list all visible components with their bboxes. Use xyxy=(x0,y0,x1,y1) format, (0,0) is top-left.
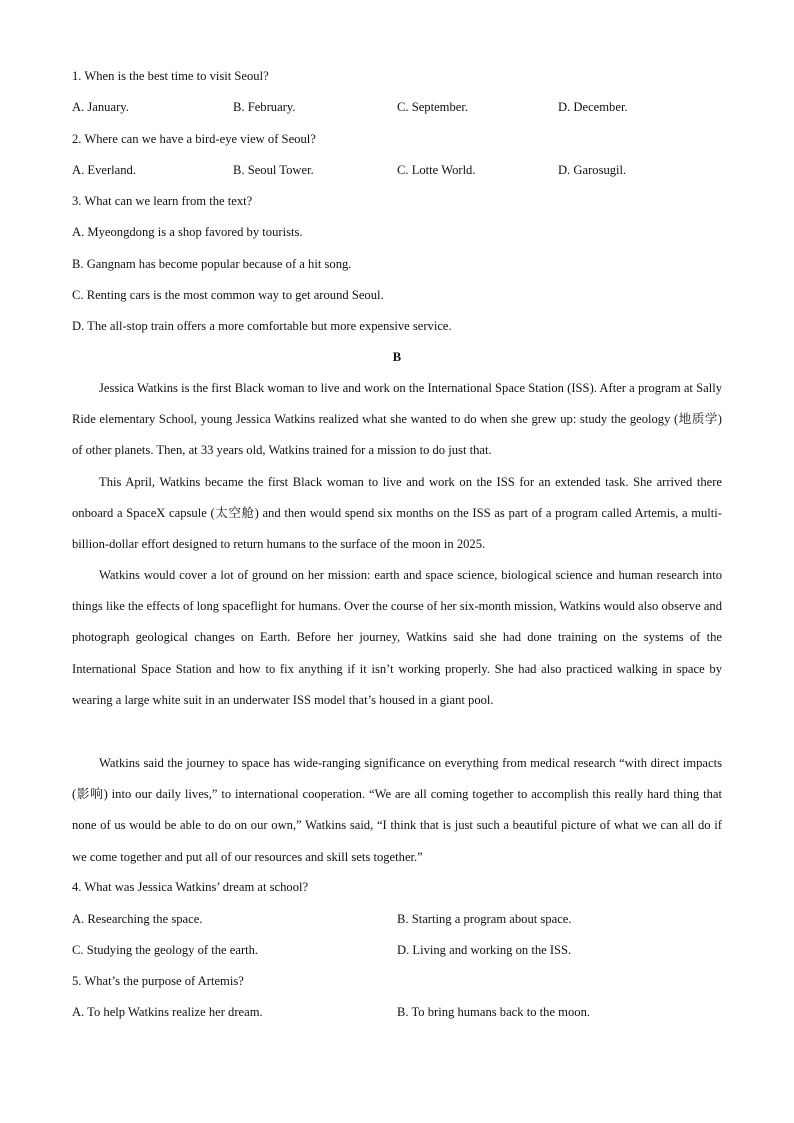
q3-option-d: D. The all-stop train offers a more comfortable but more expensive service. xyxy=(72,319,452,333)
q3-option-a: A. Myeongdong is a shop favored by tourists. xyxy=(72,225,303,239)
q4-option-b: B. Starting a program about space. xyxy=(397,912,572,926)
question-2-stem: 2. Where can we have a bird-eye view of Seoul? xyxy=(72,132,316,146)
section-b-heading: B xyxy=(392,350,402,364)
question-3-stem: 3. What can we learn from the text? xyxy=(72,194,253,208)
question-1-stem: 1. When is the best time to visit Seoul? xyxy=(72,69,269,83)
q2-option-b: B. Seoul Tower. xyxy=(233,163,314,177)
question-4-stem: 4. What was Jessica Watkins’ dream at school? xyxy=(72,880,309,894)
q5-option-a: A. To help Watkins realize her dream. xyxy=(72,1005,263,1019)
q1-option-a: A. January. xyxy=(72,100,129,114)
q2-option-a: A. Everland. xyxy=(72,163,136,177)
q2-option-d: D. Garosugil. xyxy=(558,163,627,177)
q4-option-c: C. Studying the geology of the earth. xyxy=(72,943,259,957)
q4-option-a: A. Researching the space. xyxy=(72,912,203,926)
q1-option-c: C. September. xyxy=(397,100,469,114)
passage-paragraph-4: Watkins said the journey to space has wide-ranging significance on everything from medical research “with direct impacts (影响) into our daily lives,” to international cooperation. “We are all coming together to accomplish this really hard thing that none of us would be able to do on our own,” Watkins said, “I think that is just such a beautiful picture of what we can all do if we come together and put all of our resources and skill sets together.” xyxy=(72,756,722,864)
q3-option-b: B. Gangnam has become popular because of a hit song. xyxy=(72,257,352,271)
passage-paragraph-2: This April, Watkins became the first Black woman to live and work on the ISS for an extended task. She arrived there onboard a SpaceX capsule (太空舱) and then would spend six months on the ISS as part of a program called Artemis, a multi-billion-dollar effort designed to return humans to the surface of the moon in 2025. xyxy=(72,475,722,552)
q1-option-b: B. February. xyxy=(233,100,296,114)
question-5-stem: 5. What’s the purpose of Artemis? xyxy=(72,974,244,988)
q3-option-c: C. Renting cars is the most common way to get around Seoul. xyxy=(72,288,384,302)
q1-option-d: D. December. xyxy=(558,100,628,114)
q5-option-b: B. To bring humans back to the moon. xyxy=(397,1005,591,1019)
passage-paragraph-3: Watkins would cover a lot of ground on her mission: earth and space science, biological science and human research into things like the effects of long spaceflight for humans. Over the course of her six-month mission, Watkins would also observe and photograph geological changes on Earth. Before her journey, Watkins said she had done training on the systems of the International Space Station and how to fix anything if it isn’t working properly. She had also practiced walking in space by wearing a large white suit in an underwater ISS model that’s housed in a giant pool. xyxy=(72,568,722,707)
q2-option-c: C. Lotte World. xyxy=(397,163,476,177)
passage-paragraph-1: Jessica Watkins is the first Black woman to live and work on the International Space Station (ISS). After a program at Sally Ride elementary School, young Jessica Watkins realized what she wanted to do when she grew up: study the geology (地质学) of other planets. Then, at 33 years old, Watkins trained for a mission to do just that. xyxy=(72,381,722,458)
q4-option-d: D. Living and working on the ISS. xyxy=(397,943,572,957)
